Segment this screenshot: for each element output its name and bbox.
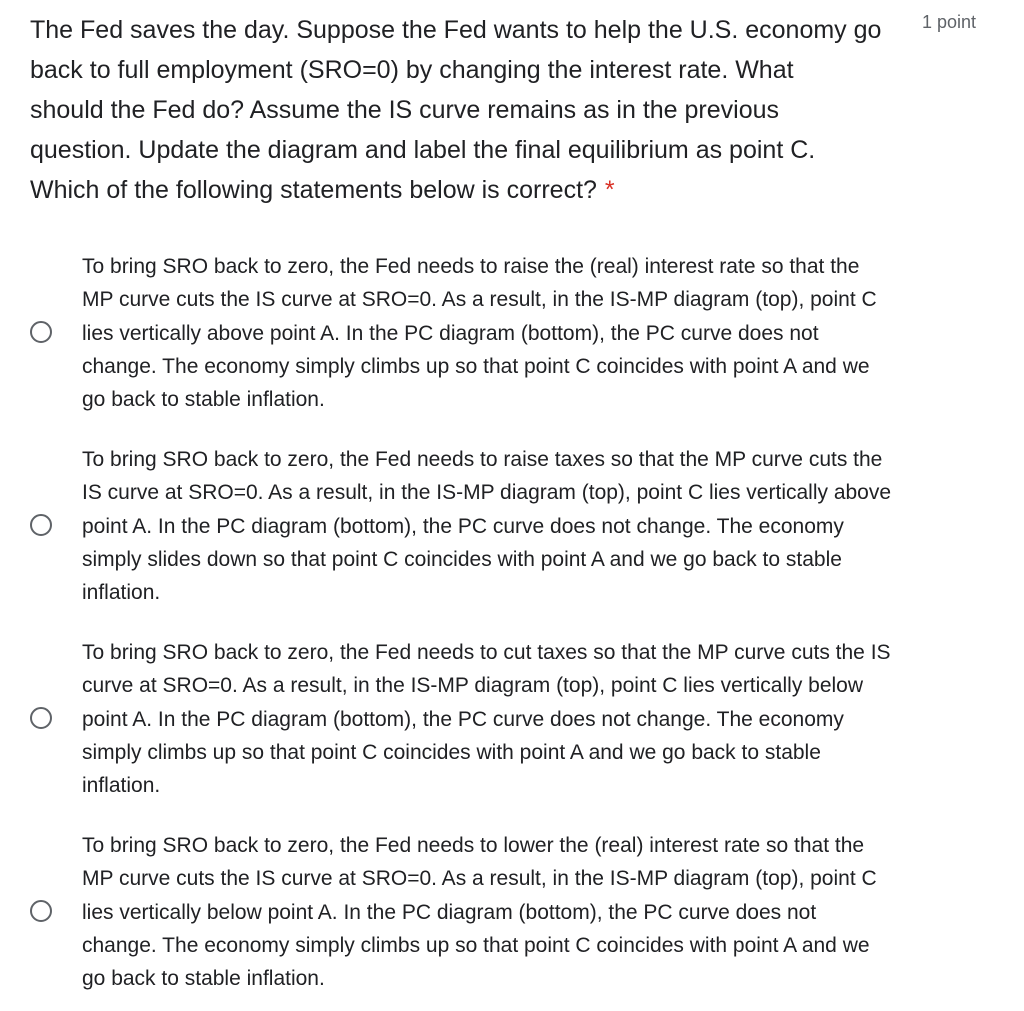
radio-button[interactable] (30, 514, 52, 536)
answer-option-label: To bring SRO back to zero, the Fed needs to raise the (real) interest rate so that the MP curve cuts the IS curve at SRO=0. As a result, in the IS-MP diagram (top), point C lies vertically above point A. In the PC diagram (bottom), the PC curve does not change. The economy simply climbs up so that point C coincides with point A and we go back to stable inflation. (82, 255, 877, 412)
points-badge: 1 point (922, 12, 977, 32)
radio-button[interactable] (30, 321, 52, 343)
required-marker: * (604, 176, 615, 204)
answer-option-label: To bring SRO back to zero, the Fed needs to lower the (real) interest rate so that the MP curve cuts the IS curve at SRO=0. As a result, in the IS-MP diagram (top), point C lies vertically below point A. In the PC diagram (bottom), the PC curve does not change. The economy simply climbs up so that point C coincides with point A and we go back to stable inflation. (82, 834, 877, 991)
answer-option-label: To bring SRO back to zero, the Fed needs to raise taxes so that the MP curve cuts the IS curve at SRO=0. As a result, in the IS-MP diagram (top), point C lies vertically above point A. In the PC diagram (bottom), the PC curve does not change. The economy simply slides down so that point C coincides with point A and we go back to stable inflation. (82, 448, 892, 605)
question-title-text: The Fed saves the day. Suppose the Fed wants to help the U.S. economy go back to full employment (SRO=0) by changing the interest rate. What should the Fed do? Assume the IS curve remains as in the previous question. Update the diagram and label the final equilibrium as point C. Which of the following statements below is correct? (30, 16, 882, 204)
radio-button[interactable] (30, 900, 52, 922)
answer-option-label: To bring SRO back to zero, the Fed needs to cut taxes so that the MP curve cuts the IS curve at SRO=0. As a result, in the IS-MP diagram (top), point C lies vertically below point A. In the PC diagram (bottom), the PC curve does not change. The economy simply climbs up so that point C coincides with point A and we go back to stable inflation. (82, 641, 891, 798)
radio-button[interactable] (30, 707, 52, 729)
